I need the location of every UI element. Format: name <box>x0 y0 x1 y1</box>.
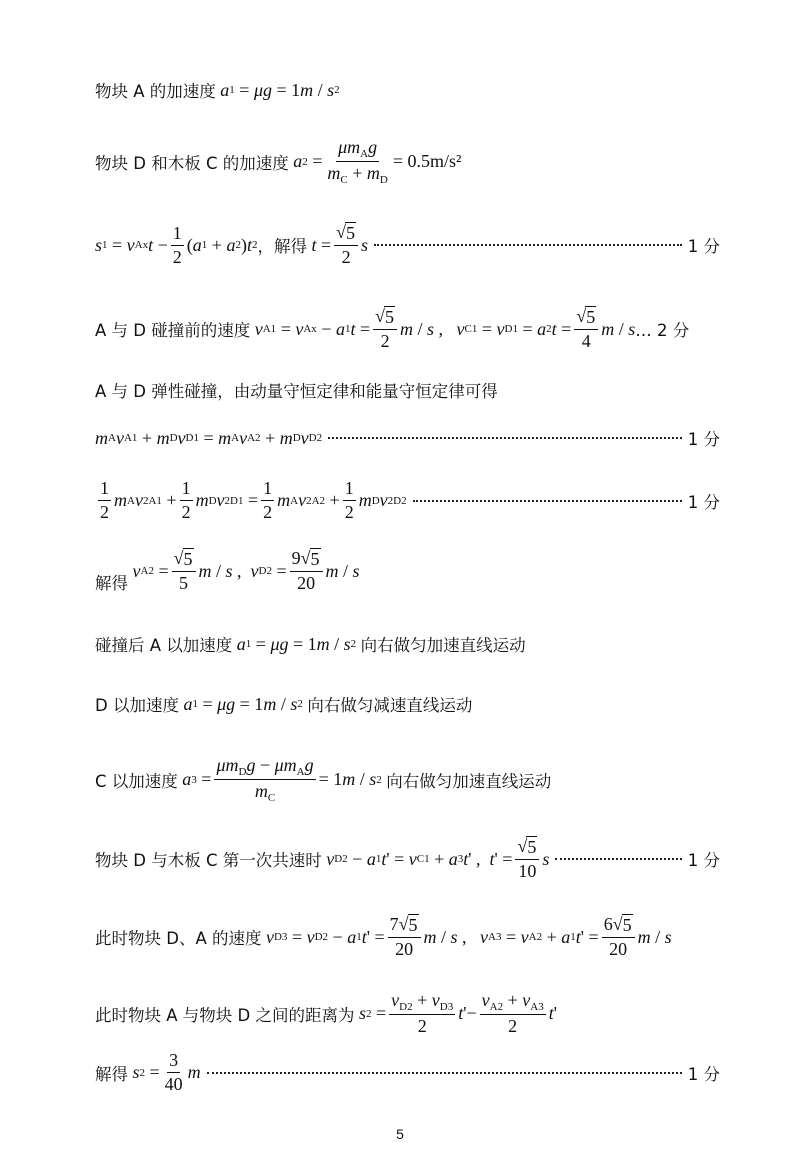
line8-equation: v A2 = √ 5 5 m / s , v D2 = 9 √ 5 20 m / s <box>132 548 360 593</box>
line-accel-a <box>95 78 720 102</box>
line-accel-dc <box>95 137 720 186</box>
line15-equation: s 2 = $\frac{3}{40}$ m <box>132 1050 201 1094</box>
line12-text: 物块 D 与木板 C 第一次共速时 <box>95 851 322 870</box>
line10-text1: D 以加速度 <box>95 696 179 715</box>
line-speeds-da <box>95 914 720 960</box>
line2-text: 物块 D 和木板 C 的加速度 <box>95 153 289 173</box>
line12-score: 1 分 <box>687 851 720 870</box>
line10-text2: 向右做匀减速直线运动 <box>307 696 473 715</box>
line-energy <box>95 478 720 523</box>
line14-text: 此时物块 A 与物块 D 之间的距离为 <box>95 1005 355 1025</box>
line14-equation: s 2 = $\frac{v_{D2} + v_{D3}}{2}$ t '− $\frac{v_{A2} + v_{A3}}{2}$ t ' <box>358 990 557 1036</box>
line-a-after <box>95 632 720 656</box>
line-distance-result <box>95 1050 720 1095</box>
line-d-after <box>95 692 720 716</box>
line13-text: 此时物块 D、A 的速度 <box>95 929 262 948</box>
line-momentum <box>95 426 720 450</box>
line15-score: 1 分 <box>687 1064 720 1084</box>
line-c-after <box>95 755 720 804</box>
line12-equation: v D2 − a 1 t ' = v C1 + a 3 t ' , t ' = √ 5 10 s <box>326 836 550 881</box>
dotted-leader <box>413 500 682 502</box>
line2-result: = 0.5m/s² <box>392 151 462 171</box>
line4-equation: v A1 = v Ax − a 1 t = √ 5 2 m / s , v C1 = v D1 = a 2 t = √ 5 4 m / s <box>254 306 636 351</box>
line3-solution: t = √ 5 2 s <box>311 222 369 267</box>
line4-score: … 2 分 <box>635 321 690 340</box>
line8-text: 解得 <box>95 574 128 593</box>
line-distance-expr <box>95 990 720 1037</box>
line7-score: 1 分 <box>687 492 720 512</box>
line11-equation: a 3 = $\frac{\mu m_Dg - \mu m_Ag}{m_C}$ = 1 m / s 2 <box>182 755 382 804</box>
line9-text2: 向右做匀加速直线运动 <box>360 636 526 655</box>
line3-score: 1 分 <box>687 237 720 256</box>
line6-score: 1 分 <box>687 430 720 449</box>
line-elastic-statement <box>95 378 720 402</box>
line1-equation: a 1 = μg = 1 m / s 2 <box>220 79 340 100</box>
line11-text2: 向右做匀加速直线运动 <box>386 771 552 791</box>
dotted-leader <box>207 1072 682 1074</box>
line13-equation: v D3 = v D2 − a 1 t ' = 7 √ 5 20 m / s , v A3 = v A2 + a 1 t ' = 6 √ 5 20 m / s <box>265 914 672 959</box>
line-s1 <box>95 222 720 268</box>
line7-equation: $\frac{1}{2}$ m A v 2 A1 + $\frac{1}{2}$ m D v 2 D1 = $\frac{1}{2}$ m A v 2 A2 + $\frac{1}{2}$ m D v 2 D2 <box>100 478 407 522</box>
line9-equation: a 1 = μg = 1 m / s 2 <box>236 633 357 654</box>
line-first-common-speed <box>95 836 720 882</box>
line11-text1: C 以加速度 <box>95 771 178 791</box>
line1-text: 物块 A 的加速度 <box>95 82 216 101</box>
line3-text: ，解得 <box>257 237 307 256</box>
line-velocity-before <box>95 306 720 352</box>
line6-equation: m A v A1 + m D v D1 = m A v A2 + m D v D2 <box>95 427 323 448</box>
dotted-leader <box>555 858 681 860</box>
line3-equation: s 1 = v Ax t − $\frac{1}{2}$ ( a 1 + a 2 ) t 2 <box>95 222 258 267</box>
dotted-leader <box>328 437 682 439</box>
line15-text: 解得 <box>95 1064 128 1084</box>
line10-equation: a 1 = μg = 1 m / s 2 <box>183 693 303 714</box>
line5-text: A 与 D 弹性碰撞，由动量守恒定律和能量守恒定律可得 <box>95 382 498 401</box>
line2-equation: a 2 = $\frac{\mu m_Ag}{m_C + m_D}$ = 0.5m/s² <box>293 137 462 186</box>
line-solve-velocities <box>95 548 720 594</box>
dotted-leader <box>374 244 682 246</box>
page-number: 5 <box>396 1126 404 1142</box>
line4-text: A 与 D 碰撞前的速度 <box>95 321 251 340</box>
line9-text1: 碰撞后 A 以加速度 <box>95 636 233 655</box>
